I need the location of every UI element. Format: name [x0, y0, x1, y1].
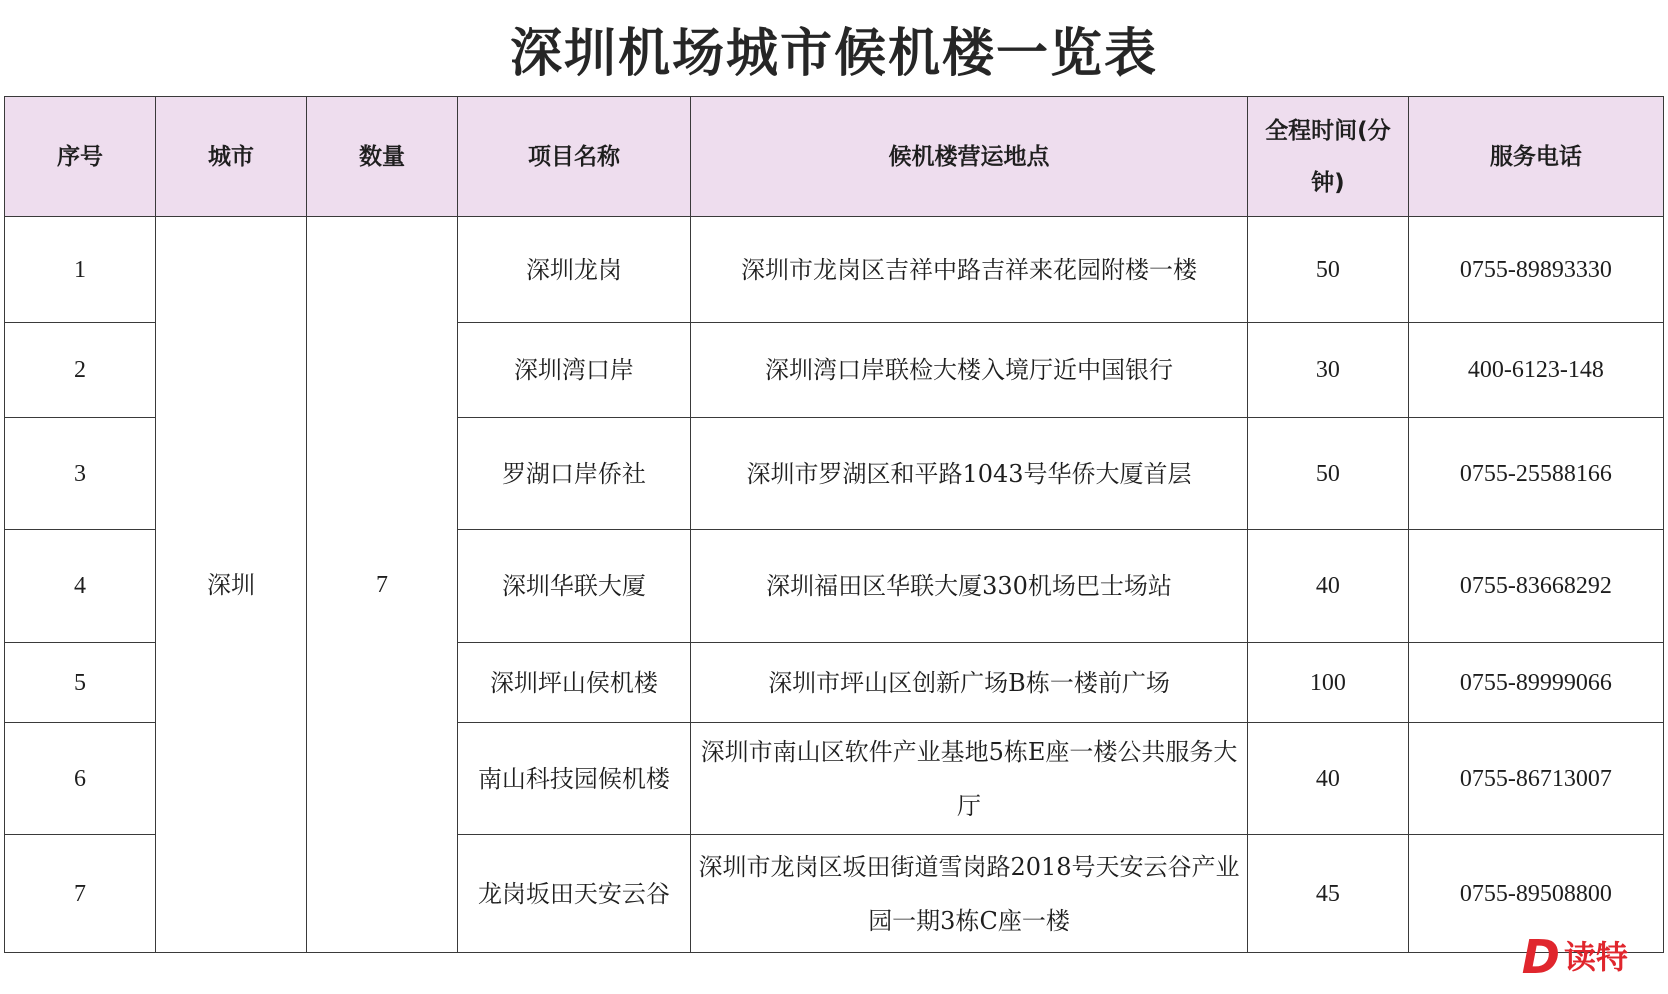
project-name: 深圳湾口岸	[458, 323, 691, 418]
row-index: 4	[5, 530, 156, 643]
address: 深圳市龙岗区坂田街道雪岗路2018号天安云谷产业园一期3栋C座一楼	[690, 835, 1247, 953]
header-duration: 全程时间(分钟)	[1248, 97, 1409, 217]
header-address: 候机楼营运地点	[690, 97, 1247, 217]
project-name: 龙岗坂田天安云谷	[458, 835, 691, 953]
address: 深圳市坪山区创新广场B栋一楼前广场	[690, 643, 1247, 723]
address: 深圳市龙岗区吉祥中路吉祥来花园附楼一楼	[690, 217, 1247, 323]
project-name: 深圳龙岗	[458, 217, 691, 323]
address: 深圳市南山区软件产业基地5栋E座一楼公共服务大厅	[690, 723, 1247, 835]
project-name: 罗湖口岸侨社	[458, 418, 691, 530]
duration: 40	[1248, 530, 1409, 643]
duration: 45	[1248, 835, 1409, 953]
header-index: 序号	[5, 97, 156, 217]
row-index: 5	[5, 643, 156, 723]
header-count: 数量	[307, 97, 458, 217]
project-name: 深圳华联大厦	[458, 530, 691, 643]
duration: 40	[1248, 723, 1409, 835]
duration: 50	[1248, 217, 1409, 323]
row-index: 6	[5, 723, 156, 835]
duration: 100	[1248, 643, 1409, 723]
watermark-logo	[1521, 930, 1628, 984]
watermark-text: 读特	[1563, 938, 1628, 976]
watermark-letter: D	[1521, 930, 1560, 984]
city-cell: 深圳	[156, 217, 307, 953]
project-name: 深圳坪山侯机楼	[458, 643, 691, 723]
header-phone: 服务电话	[1408, 97, 1663, 217]
duration: 30	[1248, 323, 1409, 418]
phone: 0755-25588166	[1408, 418, 1663, 530]
phone: 0755-89508800	[1408, 835, 1663, 953]
page-title: 深圳机场城市候机楼一览表	[509, 24, 1158, 84]
duration: 50	[1248, 418, 1409, 530]
count-cell: 7	[307, 217, 458, 953]
phone: 0755-86713007	[1408, 723, 1663, 835]
header-city: 城市	[156, 97, 307, 217]
row-index: 1	[5, 217, 156, 323]
address: 深圳湾口岸联检大楼入境厅近中国银行	[690, 323, 1247, 418]
phone: 0755-89999066	[1408, 643, 1663, 723]
address: 深圳市罗湖区和平路1043号华侨大厦首层	[690, 418, 1247, 530]
row-index: 7	[5, 835, 156, 953]
phone: 0755-89893330	[1408, 217, 1663, 323]
phone: 400-6123-148	[1408, 323, 1663, 418]
airport-terminal-table	[4, 96, 1664, 953]
row-index: 3	[5, 418, 156, 530]
phone: 0755-83668292	[1408, 530, 1663, 643]
row-index: 2	[5, 323, 156, 418]
header-project-name: 项目名称	[458, 97, 691, 217]
table-row	[5, 217, 1664, 323]
address: 深圳福田区华联大厦330机场巴士场站	[690, 530, 1247, 643]
header-row	[5, 97, 1664, 217]
project-name: 南山科技园候机楼	[458, 723, 691, 835]
